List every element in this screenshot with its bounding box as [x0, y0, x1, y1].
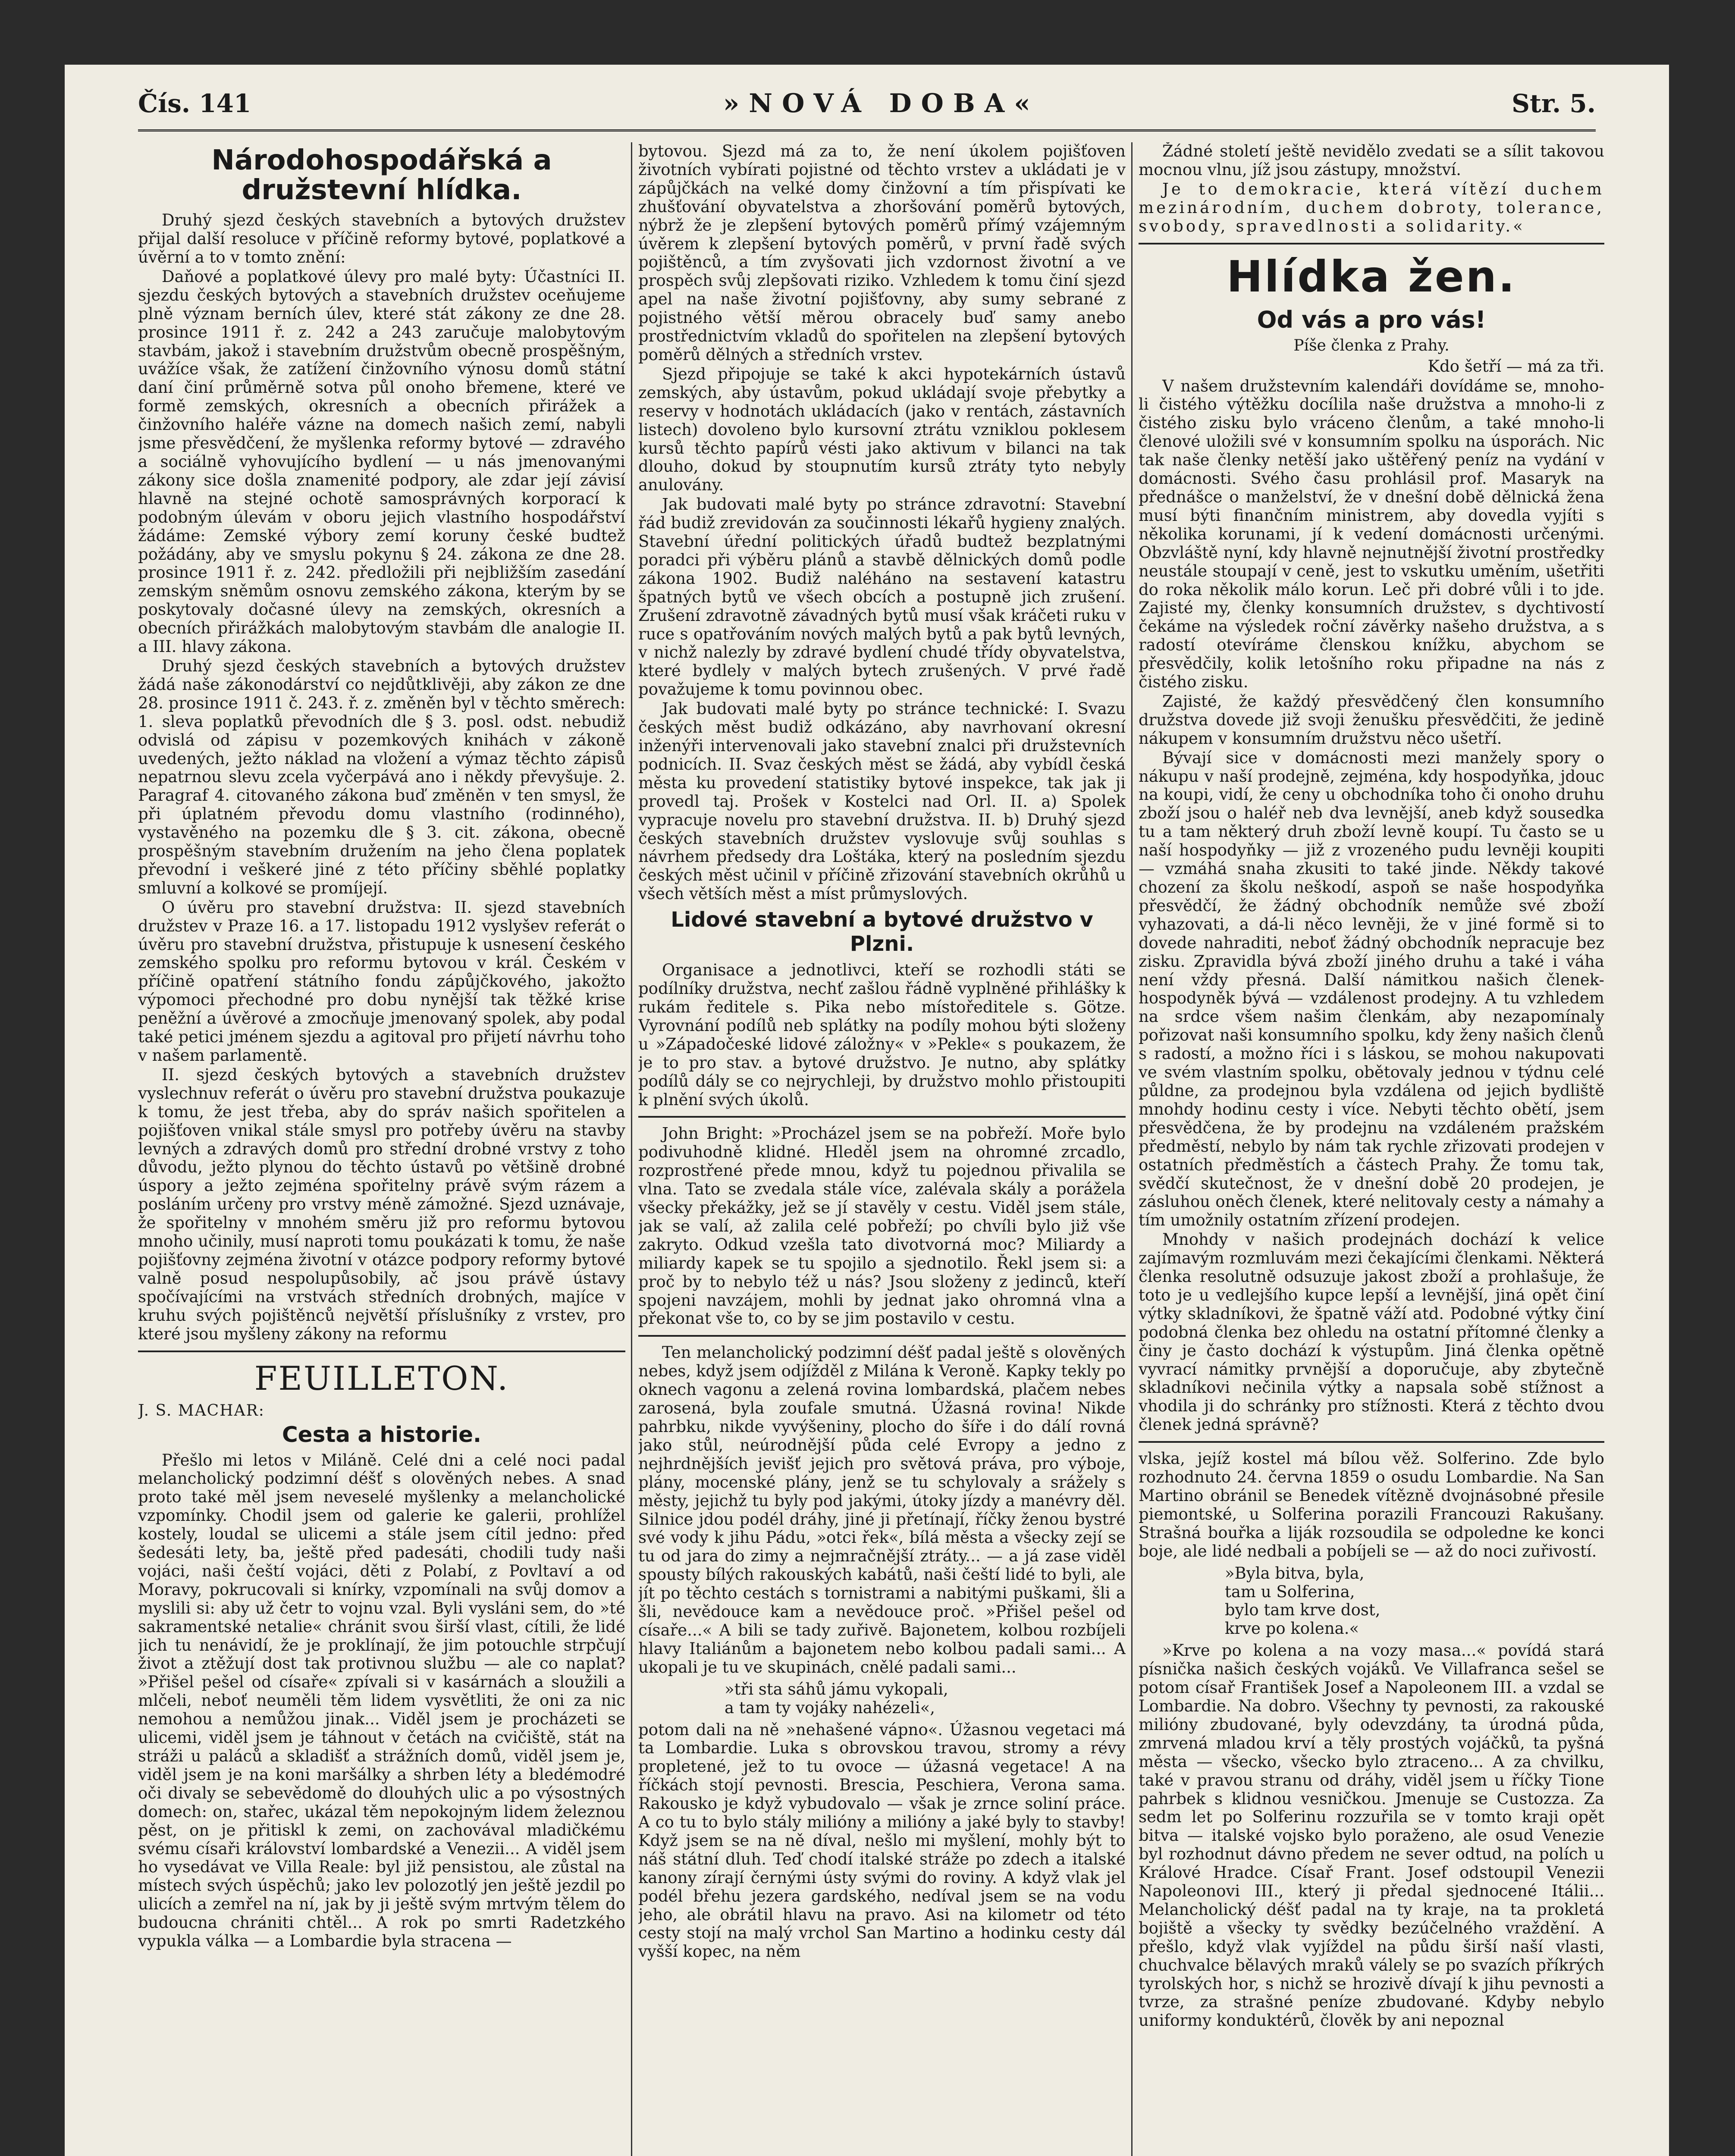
paragraph: Jak budovati malé byty po stránce technické: I. Svazu českých měst budiž odkázáno, aby navrhovaní okresní inženýři intervenovali jako stavební znalci při družstevních podnicích. II. Svaz českých měst se žádá, aby vybídl česká města ku provedení statistiky bytové inspekce, tak jak ji provedl taj. Prošek v Kostelci nad Orl. II. a) Spolek vypracuje novelu pro stavební družstva. II. b) Druhý sjezd českých stavebních družstev vyslovuje svůj souhlas s návrhem předsedy dra Loštáka, který na posledním sjezdu českých měst učinil v příčině zřizování stavebních okrůhů u všech větších měst a míst průmyslových.: [638, 699, 1126, 903]
subheading: Od vás a pro vás!: [1257, 306, 1486, 333]
column-rule: [631, 142, 632, 2156]
verse-line: tam u Solferina,: [1225, 1582, 1355, 1601]
paragraph: Zajisté, že každý přesvědčený člen konsumního družstva dovede již svoji ženušku přesvědčiti, že jedině nákupem v konsumním družstvu něco ušetří.: [1139, 692, 1604, 748]
divider: [138, 1351, 625, 1352]
author-name: J. S. MACHAR:: [138, 1401, 265, 1420]
section-heading: Národohospodářská a družstevní hlídka.: [211, 144, 552, 207]
column-left: [138, 142, 625, 2156]
paragraph: Sjezd připojuje se také k akci hypotekárních ústavů zemských, aby ústavům, pokud ukládají svoje přebytky a reservy v hodnotách ukládacích (jako v rentách, zástavních listech) dovoleno bylo kursovní ztrátu vzniklou poklesem kursů těchto papírů vésti jako aktivum v bilanci na tak dlouho, dokud by stoupnutím kursů ztráty tyto nebyly anulovány.: [638, 364, 1126, 495]
verse: [638, 1680, 1126, 1717]
story-text: »Krve po kolena a na vozy masa...« povídá stará písnička našich českých vojáků. Ve Villafranca sešel se potom císař František Josef a Napoleonem III. a vzdal se Lombardie. Na dobro. Všechny ty pevnosti, za rakouské milióny zbudované, byly odevzdány, ta úrodná půda, zmrvená mladou krví a těly prostých vojáčků, ta pyšná města — všecko, všecko bylo ztraceno... A za chvilku, také v pravou stranu od dráhy, viděl jsem u říčky Tione pahrbek s klidnou vesničkou. Jmenuje se Custozza. Za sedm let po Solferinu rozzuřila se v tomto kraji opět bitva — italské vojsko bylo poraženo, ale osud Venezie byl rozhodnut dávno předem ne sever odtud, na polích u Králové Hradce. Císař Frant. Josef odstoupil Venezii Napoleonovi III., který ji předal sjednocené Itálii... Melancholický déšť padal na ty kraje, na ta prokletá bojiště a všecky ty svědky bezúčelného vraždění. A přešlo, když vlak vyjíždel na půdu širší naší vlasti, chuchvalce bělavých mraků válely se po svazích příkrých tyrolských hor, s nichž se hrozivě dívají k jihu pevnosti a tvrze, za strašné peníze zbudované. Kdyby nebylo uniformy konduktérů, člověk by ani nepoznal: [1139, 1641, 1604, 2030]
page-number: Str. 5.: [1512, 89, 1596, 118]
story-title: Cesta a historie.: [282, 1422, 481, 1447]
paragraph: bytovou. Sjezd má za to, že není úkolem pojišťoven životních vybírati pojistné od těchto vrstev a ukládati je v zápůjčkách na velké domy činžovní a tím přispívati ke zhušťování obyvatelstva a zhoršování poměrů bytových, nýbrž že je zlepšení bytových poměrů přímý vzájemným úvěrem k zlepšení bytových poměrů, v první řadě svých pojištěnců, a tím zvyšovati jich vzdornost životní a ve prospěch svůj zlepšovati riziko. Vzhledem k tomu činí sjezd apel na naše životní pojišťovny, aby sumy sebrané z pojistného větší měrou obracely buď samy anebo prostřednictvím vkladů do spořitelen na zlepšení bytových poměrů dělných a středních vrstev.: [638, 142, 1126, 364]
divider: [1139, 243, 1604, 244]
verse-line: krve po kolena.«: [1225, 1619, 1359, 1638]
page-header: [138, 78, 1596, 132]
verse-line: bylo tam krve dost,: [1225, 1601, 1380, 1620]
divider: [638, 1116, 1126, 1118]
divider: [638, 1335, 1126, 1337]
newspaper-page: [65, 65, 1669, 2156]
issue-number: Čís. 141: [138, 89, 251, 118]
paragraph: O úvěru pro stavební družstva: II. sjezd stavebních družstev v Praze 16. a 17. listopadu 1912 vyslyšev referát o úvěru pro stavební družstva, přistupuje k usnesení českého zemského spolku pro reformu bytovou v král. Českém v příčině opatření státního fondu zápůjčkového, jakožto výpomoci přechodné pro dobu nynější tak těžké krise peněžní a úvěrové a zmocňuje jmenovaný spolek, aby podal také petici jménem sjezdu a agitoval pro přijetí návrhu toho v našem parlamentě.: [138, 898, 625, 1065]
paragraph: Druhý sjezd českých stavebních a bytových družstev přijal další resoluce v příčině reformy bytové, poplatkové a úvěrní a to v tomto znění:: [138, 211, 625, 267]
paragraph: II. sjezd českých bytových a stavebních družstev vyslechnuv referát o úvěru pro stavební družstva poukazuje k tomu, že jest třeba, aby do správ našich spořitelen a pojišťoven vnikal stále smysl pro potřeby úvěru na stavby levných a zdravých domů pro střední drobné vrstvy z toho důvodu, ježto plynou do těchto ústavů po většině drobné úspory a ježto zejména spořitelny právě svým rázem a posláním určeny pro vrstvy méně zámožné. Sjezd uznávaje, že spořitelny v mnohém směru již pro reformu bytovou mnoho učinily, musí naproti tomu poukázati k tomu, že naše pojišťovny zejména životní v otázce podpory reformy bytové valně posud nespolupůsobily, ač jsou právě ústavy spočívajícími na vrstvách středních drobných, majíce v kruhu svých pojištěnců největší příslušníky z vrstev, pro které jsou myšleny zákony na reformu: [138, 1065, 625, 1343]
paragraph: Mnohdy v našich prodejnách dochází k velice zajímavým rozmluvám mezi čekajícími členkami. Některá členka resolutně odsuzuje jakost zboží a prohlašuje, že toto je u vedlejšího kupce lepší a levnější, jiná opět činí výtky skladníkovi, že špatně váží atd. Podobné výtky činí podobná členka bez ohledu na ostatní přítomné členky a činy je často dochází k výstupům. Jiná členka opětně vyvrací námitky prvnější a doporučuje, aby zbytečně skladníkovi nečinila výtky a napsala sobě stížnost a vhodila ji do schránky pro stížnosti. Která z těchto dvou členek jedná správně?: [1139, 1230, 1604, 1434]
story-text: potom dali na ně »nehašené vápno«. Úžasnou vegetaci má ta Lombardie. Luka s obrovskou travou, stromy a révy propletené, jež to tu ovoce — úžasná vegetace! A na říčkách stojí pevnosti. Brescia, Peschiera, Verona sama. Rakousko je když vybudovalo — však je zrnce soliní práce. A co tu to bylo stály milióny a milióny a jaké byly to stavby! Když jsem se na ně díval, nešlo mi myšlení, mohly být to náš státní dluh. Teď chodí italské stráže po zdech a italské kanony zírají černými ústy svými do roviny. A když vlak jel podél břehu jezera gardského, nedíval jsem se na vodu jeho, ale obrátil hlavu na pravo. Asi na kilometr od této cesty stojí na malý vrchol San Martino a hodinku cesty dál vyšší kopec, na něm: [638, 1720, 1126, 1961]
paragraph: Žádné století ještě nevidělo zvedati se a sílit takovou mocnou vlnu, jíž jsou zástupy, množství.: [1139, 142, 1604, 179]
column-middle: [638, 142, 1126, 2156]
feuilleton-heading: FEUILLETON.: [254, 1359, 509, 1398]
verse-line: a tam ty vojáky nahézeli«,: [725, 1698, 935, 1717]
story-text: Ten melancholický podzimní déšť padal ještě s olověných nebes, když jsem odjížděl z Milána k Veroně. Kapky tekly po oknech vagonu a zelená rovina lombardská, plačem nebes zarosená, byla zoufale smutná. Úžasná rovina! Nikde pahrbku, nikde vyvýšeniny, plocho do šíře i do dálí rovná jako stůl, neúrodnější půda celé Evropy a jedno z nejhrdnějších jevišť jejich pro světová práva, pro výboje, plány, mocenské plány, jenž se tu schylovaly a srážely s městy, jejichž tu byly pod jakými, útoky jízdy a manévry děl. Silnice jdou podél dráhy, jiné ji přetínají, říčky ženou bystré své vody k jihu Pádu, »otci řek«, bílá města a všecky zejí se tu od jara do zimy a nejmračnější ztráty... — a já zase viděl spousty bílých rakouských kabátů, naši čeští lidé to byli, ale jít po těchto cestách s tornistrami a nabitými puškami, šli a šli, nevědouce kam a nevědouce proč. »Přišel pešel od císaře...« A bili se tady zuřivě. Bajonetem, kolbou rozbíjeli hlavy Italiánům a bajonetem nebo kolbou padali sami... A ukopali je tu ve skupinách, cnělé padali sami...: [638, 1343, 1126, 1677]
motto: Kdo šetří — má za tři.: [1428, 357, 1604, 376]
paragraph: Jak budovati malé byty po stránce zdravotní: Stavební řád budiž zrevidován za součinnosti lékařů hygieny znalých. Stavební úřední politických úřadů budtež bezplatnými poradci při výběru plánů a stavbě dělnických domů podle zákona 1902. Budiž naléháno na sestavení katastru špatných bytů ve všech obcích a postupně jich zrušení. Zrušení zdravotně závadných bytů musí však kráčeti ruku v ruce s opatřováním nových malých bytů a pak bytů levných, v nichž nalezly by zdravé bydlení chudé třídy obyvatelstva, které bydlely v malých bytech zrušených. V prvé řadě považujeme k tomu povinnou obec.: [638, 495, 1126, 699]
verse-line: »Byla bitva, byla,: [1225, 1564, 1365, 1583]
paragraph: Bývají sice v domácnosti mezi manžely spory o nákupu v naší prodejně, zejména, kdy hospodyňka, jdouc na koupi, vidí, že ceny u obchodníka toho či onoho druhu zboží jsou o haléř neb dva levnější, aneb když sousedka tu a tam některý druh zboží levně koupí. Tu často se u naší hospodyňky — již z vrozeného pudu levněji koupiti — vzmáhá snaha zkusiti to také jinde. Někdy takové chození za školu neškodí, aspoň se naše hospodyňka přesvědčí, že žádný obchodník nemůže své zboží vyhazovati, a dá-li něco levněji, že v jiné formě si to dovede nahraditi, neboť žádný obchodník nepracuje bez zisku. Zpravidla bývá zboží jiného druhu a také i váha není vždy přesná. Další námitkou našich členek-hospodyněk bývá — vzdálenost prodejny. A tu vzhledem na srdce všem našim členkám, aby nezapomínaly pořizovat naši konsumního spolku, kdy ženy našich členů s radostí, a možno říci i s láskou, se mohou nakupovati ve svém vlastním spolku, obětovaly jednou v týdnu celé půldne, za prodejnou byla vzdálena od jejich bydliště mnohdy hodinu cesty i více. Nebyti těchto obětí, jsem přesvědčena, že by prodejnu na vzdáleném pražském předměstí, nebylo by nám tak rychle zřizovati prodejen v ostatních předměstích a částech Prahy. Že tomu tak, svědčí skutečnost, že v dnešní době 20 prodejen, je zásluhou oněch členek, které nelitovaly cesty a námahy a tím umožnily ostatním zřízení prodejen.: [1139, 748, 1604, 1230]
paragraph: Druhý sjezd českých stavebních a bytových družstev žádá naše zákonodárství co nejdůtklivěji, aby zákon ze dne 28. prosince 1911 č. 243. ř. z. změněn byl v těchto směrech: 1. sleva poplatků převodních dle § 3. posl. odst. nebudiž odvislá od zápisu v pozemkových knihách v zákoně uvedených, ježto náklad na vložení a výmaz těchto zápisů nepatrnou slevu zcela vyčerpává ano i někdy převyšuje. 2. Paragraf 4. citovaného zákona buď změněn v ten smysl, že při úplatném převodu domu vlastního (rodinného), vystavěného na pozemku dle § 3. cit. zákona, obecně prospěšným stavebním družením na jeho člena poplatek převodní i veškeré jiné z této příčiny sběhlé poplatky smluvní a kolkové se promíjejí.: [138, 656, 625, 897]
section-heading: Lidové stavební a bytové družstvo v Plzni.: [671, 908, 1093, 956]
verse: [1139, 1564, 1604, 1639]
byline: Píše členka z Prahy.: [1293, 336, 1449, 354]
story-text: vlska, jejíž kostel má bílou věž. Solferino. Zde bylo rozhodnuto 24. června 1859 o osudu Lombardie. Na San Martino obránil se Benedek vítězně dvojnásobné přesile piemontské, u Solferina porazili Francouzi Rakušany. Strašná bouřka a liják rozsoudila se odpoledne ke konci boje, ale lidé nedbali a pobíjeli se — až do noci zuřivostí.: [1139, 1449, 1604, 1561]
divider: [1139, 1441, 1604, 1443]
quote-paragraph: John Bright: »Procházel jsem se na pobřeží. Moře bylo podivuhodně klidné. Hleděl jsem na ohromné zrcadlo, rozprostřené přede mnou, když tu pojednou přivalila se vlna. Tato se zvedala stále více, zalévala skály a porážela všecky překážky, jež se jí stavěly v cestu. Viděl jsem stále, jak se valí, až zalila celé pobřeží; po chvíli bylo již vše zakryto. Odkud vzešla tato divotvorná moc? Miliardy a miliardy kapek se tu spojilo a sjednotilo. Řekl jsem si: a proč by to nebylo též u nás? Jsou složeny z jedinců, kteří spojeni navzájem, mohli by jednat jako ohromná vlna a překonat vše to, co by se jim postavilo v cestu.: [638, 1124, 1126, 1328]
story-text: Přešlo mi letos v Miláně. Celé dni a celé noci padal melancholický podzimní déšť s olověných nebes. A snad proto také měl jsem neveselé myšlenky a melancholické vzpomínky. Chodil jsem od galerie ke galerii, prohlížel kostely, loudal se ulicemi a stále jsem cítil jedno: před šedesáti lety, ba, ještě před padesáti, chodili tudy naši vojáci, naši čeští vojáci, děti z Polabí, z Povltaví a od Moravy, pokrucovali si knírky, vzpomínali na svůj domov a myslili si: aby už četr to vojnu vzal. Byli vysláni sem, do »té sakramentské netalie« chránit svou širší vlast, cítili, že lidé jich tu nenávidí, že je proklínají, že jim potouchle strpčují život a ztěžují dost tak protivnou službu — ale co naplat? »Přišel pešel od císaře« zpívali si v kasárnách a sloužili a mlčeli, neboť neuměli těm lidem vysvětliti, že oni za nic nemohou a nemůžou jinak... Viděl jsem je procházeti se ulicemi, viděl jsem je táhnout v četách na cvičiště, stát na stráži u paláců a skladišť a strážních domů, viděl jsem je, viděl jsem je na koni maršálky a shrben léty a bledémodré oči divaly se sebevědomě do dlouhých ulic a po výsostných domech: on, stařec, ukázal těm nepokojným lidem železnou pěst, on je přitiskl k zemi, on zachovával mladičkému svému císaři království lombardské a Venezii... A viděl jsem ho vysedávat ve Villa Reale: byl již pensistou, ale zůstal na místech svých úspěchů; jako lev polozotlý jen ještě jezdil po ulicích a zemřel na ní, jak by ji ještě svým mrtvým tělem do budoucna chrániti chtěl... A rok po smrti Radetzkého vypukla válka — a Lombardie byla stracena —: [138, 1451, 625, 1951]
paragraph: Daňové a poplatkové úlevy pro malé byty: Účastníci II. sjezdu českých bytových a stavebních družstev oceňujeme plně význam berních úlev, které stát zákony ze dne 28. prosince 1911 ř. z. 242 a 243 zaručuje malobytovým stavbám, jakož i stavebním družstvům obecně prospěšným, uvážíce však, že zatížení činžovního výnosu domů státní daní činí průměrně sotva půl onoho břemene, které ve formě zemských, okresních a obecních přirážek a činžovního haléře vázne na domech našich zemí, nabyli jsme přesvědčení, že myšlenka reformy bytové — zdravého a sociálně vyhovujícího bydlení — u nás jmenovanými zákony sice došla znamenité podpory, ale zdar její závisí hlavně na stejné ochotě samosprávných korporací k podobným úlevám v oboru jejich vlastního hospodářství žádáme: Zemské výbory zemí koruny české budtež požádány, aby ve smyslu pokynu § 24. zákona ze dne 28. prosince 1911 ř. z. 242. předložili při nejbližším zasedání zemským sněmům osnovu zemského zákona, kterým by se poskytovaly dočasné úlevy na zemských, okresních a obecních přirážkách malobytovým stavbám dle analogie II. a III. hlavy zákona.: [138, 267, 625, 656]
verse-line: »tři sta sáhů jámu vykopali,: [725, 1680, 948, 1698]
paragraph: Je to demokracie, která vítězí duchem mezinárodním, duchem dobroty, tolerance, svobody, spravedlnosti a solidarity.«: [1139, 179, 1604, 235]
paragraph: Organisace a jednotlivci, kteří se rozhodli státi se podílníky družstva, nechť zašlou řádně vyplněné přihlášky k rukám ředitele s. Pika nebo místoředitele s. Götze. Vyrovnání podílů neb splátky na podíly mohou býti složeny u »Západočeské lidové záložny« v »Pekle« s poukazem, že je to pro stav. a bytové družstvo. Je nutno, aby splátky podílů dály se co nejrychleji, by družstvo mohlo přistoupiti k plnění svých úkolů.: [638, 961, 1126, 1109]
column-rule: [1131, 142, 1133, 2156]
column-right: [1139, 142, 1604, 2156]
section-heading: Hlídka žen.: [1227, 251, 1516, 302]
paragraph: V našem družstevním kalendáři dovídáme se, mnoho-li čistého výtěžku docílila naše družstva a mnoho-li z čistého zisku bylo vráceno členům, a také mnoho-li členové uložili své v konsumním spolku na úsporách. Nic tak naše členky netěší jako uštěřený peníz na vydání v domácnosti. Svého času prohlásil prof. Masaryk na přednášce o manželství, že v dnešní době dělnická žena musí býti finančním ministrem, aby dovedla vyjíti s několika korunami, jí k vedení domácnosti určenými. Obzvláště nyní, kdy hlavně nejnutnější životní prostředky neustále stoupají v ceně, jest to vskutku uměním, ušetřiti do roka několik málo korun. Leč při dobré vůli i to jde. Zajisté my, členky konsumních družstev, s dychtivostí čekáme na výsledek roční závěrky našeho družstva, a s radostí otevíráme členskou knížku, abychom se přesvědčily, kolik letošního roku připadne na nás z čistého zisku.: [1139, 376, 1604, 692]
masthead: »NOVÁ DOBA«: [723, 88, 1040, 119]
